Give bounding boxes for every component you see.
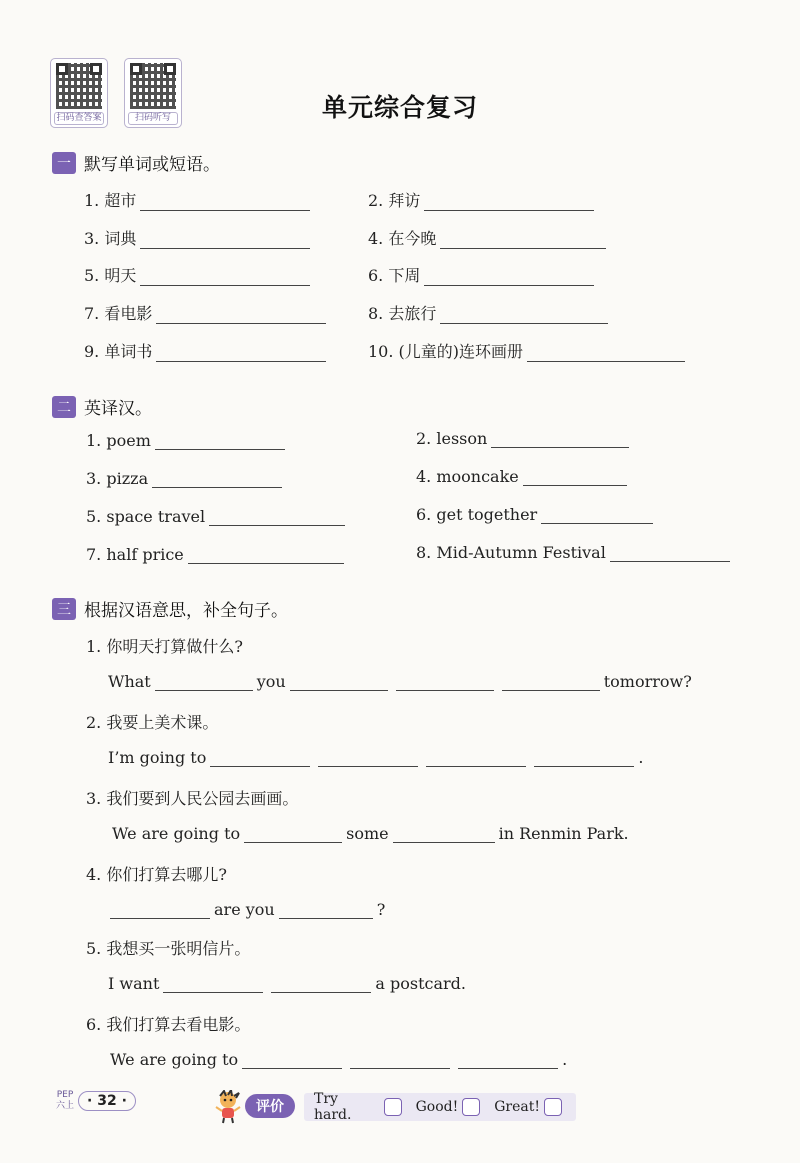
answer-blank[interactable]: [271, 976, 371, 993]
self-evaluation-bar: [304, 1093, 576, 1121]
eval-good: Good!: [416, 1098, 481, 1116]
answer-blank[interactable]: [458, 1052, 558, 1069]
page-footer: [56, 1090, 136, 1112]
s3-q4-prompt: 4. 你们打算去哪儿?: [86, 865, 227, 884]
answer-blank[interactable]: [396, 674, 494, 691]
eval-great: Great!: [494, 1098, 562, 1116]
s2-item-4: 4. mooncake: [416, 467, 631, 486]
answer-blank[interactable]: [541, 507, 653, 524]
section-3-header: [52, 596, 288, 621]
section-1-header: [52, 150, 220, 175]
s3-q5-answer-line: I want a postcard.: [108, 974, 466, 993]
answer-blank[interactable]: [318, 750, 418, 767]
answer-blank[interactable]: [523, 469, 627, 486]
answer-blank[interactable]: [440, 232, 606, 249]
s1-item-7: 7. 看电影: [84, 301, 330, 324]
evaluation-badge: 评价: [245, 1094, 295, 1118]
s1-item-10: 10. (儿童的)连环画册: [368, 339, 689, 362]
answer-blank[interactable]: [534, 750, 634, 767]
s1-item-8: 8. 去旅行: [368, 301, 612, 324]
s2-item-2: 2. lesson: [416, 429, 633, 448]
answer-blank[interactable]: [502, 674, 600, 691]
s3-q1-prompt: 1. 你明天打算做什么?: [86, 637, 243, 656]
answer-blank[interactable]: [440, 307, 608, 324]
answer-blank[interactable]: [426, 750, 526, 767]
answer-blank[interactable]: [290, 674, 388, 691]
answer-blank[interactable]: [244, 826, 342, 843]
s2-item-6: 6. get together: [416, 505, 657, 524]
answer-blank[interactable]: [152, 471, 282, 488]
qr-label: 扫码查答案: [54, 112, 104, 125]
s2-item-5: 5. space travel: [86, 507, 349, 526]
s1-item-3: 3. 词典: [84, 226, 314, 249]
section-badge: 二: [52, 396, 76, 418]
page-number: · 32 ·: [78, 1091, 136, 1111]
s3-q6-answer-line: We are going to .: [110, 1050, 568, 1069]
checkbox[interactable]: [384, 1098, 402, 1116]
section-title: 根据汉语意思，补全句子。: [84, 601, 288, 621]
s3-q2-prompt: 2. 我要上美术课。: [86, 713, 219, 732]
answer-blank[interactable]: [155, 433, 285, 450]
eval-try-hard: Try hard.: [314, 1091, 402, 1123]
s1-item-5: 5. 明天: [84, 263, 314, 286]
page-title: 单元综合复习: [321, 93, 478, 122]
s3-q6-prompt: 6. 我们打算去看电影。: [86, 1015, 251, 1034]
s2-item-3: 3. pizza: [86, 469, 286, 488]
answer-blank[interactable]: [140, 194, 310, 211]
answer-blank[interactable]: [610, 545, 730, 562]
qr-label: 扫码听写: [128, 112, 178, 125]
answer-blank[interactable]: [188, 547, 344, 564]
s3-q2-answer-line: I’m going to .: [108, 748, 644, 767]
answer-blank[interactable]: [140, 232, 310, 249]
section-title: 默写单词或短语。: [84, 155, 220, 175]
s1-item-2: 2. 拜访: [368, 188, 598, 211]
answer-blank[interactable]: [393, 826, 495, 843]
answer-blank[interactable]: [140, 269, 310, 286]
section-2-header: [52, 394, 152, 419]
s3-q5-prompt: 5. 我想买一张明信片。: [86, 939, 251, 958]
s1-item-9: 9. 单词书: [84, 339, 330, 362]
answer-blank[interactable]: [155, 674, 253, 691]
section-badge: 一: [52, 152, 76, 174]
grade-tag: PEP 六上: [56, 1090, 75, 1111]
s3-q1-answer-line: What you tomorrow?: [108, 672, 692, 691]
answer-blank[interactable]: [163, 976, 263, 993]
s1-item-4: 4. 在今晚: [368, 226, 610, 249]
s2-item-8: 8. Mid-Autumn Festival: [416, 543, 734, 562]
s1-item-1: 1. 超市: [84, 188, 314, 211]
s2-item-1: 1. poem: [86, 431, 289, 450]
answer-blank[interactable]: [242, 1052, 342, 1069]
s2-item-7: 7. half price: [86, 545, 348, 564]
s1-item-6: 6. 下周: [368, 263, 598, 286]
checkbox[interactable]: [462, 1098, 480, 1116]
answer-blank[interactable]: [156, 345, 326, 362]
section-badge: 三: [52, 598, 76, 620]
answer-blank[interactable]: [350, 1052, 450, 1069]
answer-blank[interactable]: [527, 345, 685, 362]
s3-q3-answer-line: We are going to some in Renmin Park.: [112, 824, 629, 843]
s3-q3-prompt: 3. 我们要到人民公园去画画。: [86, 789, 299, 808]
answer-blank[interactable]: [210, 750, 310, 767]
answer-blank[interactable]: [424, 269, 594, 286]
answer-blank[interactable]: [209, 509, 345, 526]
answer-blank[interactable]: [156, 307, 326, 324]
checkbox[interactable]: [544, 1098, 562, 1116]
answer-blank[interactable]: [491, 431, 629, 448]
answer-blank[interactable]: [110, 902, 210, 919]
s3-q4-answer-line: are you ?: [110, 900, 385, 919]
answer-blank[interactable]: [279, 902, 373, 919]
answer-blank[interactable]: [424, 194, 594, 211]
section-title: 英译汉。: [84, 399, 152, 419]
mascot-icon: [214, 1090, 242, 1124]
